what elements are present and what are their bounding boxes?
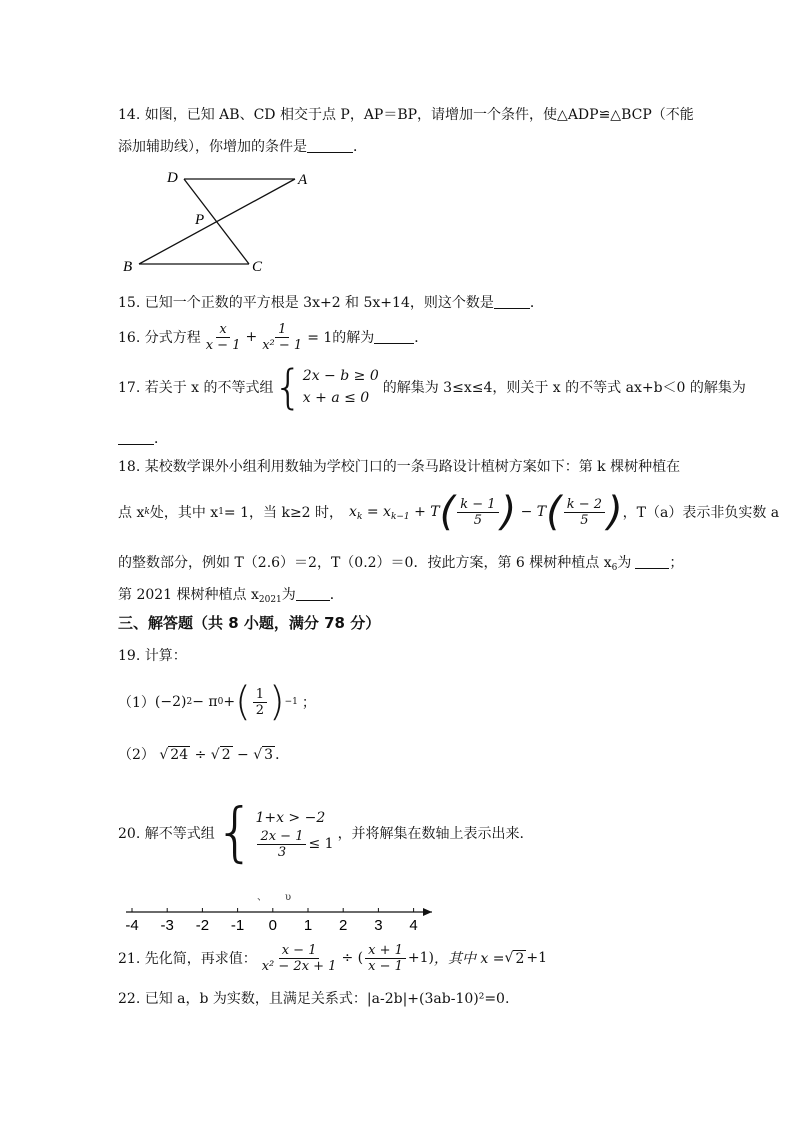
q18-fminusT: − T (516, 504, 547, 520)
tick-label: -2 (195, 917, 210, 934)
q19-p1a-exp: 2 (186, 697, 193, 707)
q18-frac1-num: k − 1 (457, 497, 498, 513)
q16 (118, 318, 428, 356)
paren: ( (439, 489, 456, 535)
q20-prefix: 20. 解不等式组 (118, 826, 215, 842)
q18-line2 (118, 490, 779, 534)
q21-div: ÷ ( (341, 950, 364, 966)
q18-l2e: = 1，当 k≥2 时， (223, 505, 344, 521)
q21-plus: +1) (407, 950, 434, 966)
q18-l3end: ； (669, 555, 684, 571)
q18-l4b: 为 (281, 587, 296, 603)
arrow-icon (423, 908, 432, 916)
section-heading: 三、解答题（共 8 小题，满分 78 分） (118, 614, 381, 632)
q21 (118, 938, 547, 978)
q16-frac2-den: x² − 1 (262, 337, 303, 353)
q22: 22. 已知 a，b 为实数，且满足关系式：|a-2b|+(3ab-10)²=0. (118, 991, 510, 1007)
q19-p1-label: （1） (118, 695, 155, 711)
stray-mark: υ (285, 892, 292, 903)
q18-line4 (118, 584, 344, 605)
q21-frac1 (259, 943, 340, 974)
q16-end: ． (414, 330, 429, 346)
q19-part1 (118, 680, 316, 724)
q16-suffix: = 1的解为 (307, 330, 375, 346)
q18-frac2-den: 5 (580, 512, 589, 528)
label-p: P (195, 212, 205, 228)
q17-end: ． (154, 431, 168, 447)
sqrt-sign: √ (159, 747, 169, 763)
q16-prefix: 16. 分式方程 (118, 330, 201, 346)
q19-p2-end: ． (275, 747, 290, 763)
q19-p1-end: ； (301, 695, 316, 711)
q20-row1: 1+x > −2 (255, 809, 326, 826)
q18-fx: x (349, 504, 357, 520)
q21-frac2-num: x + 1 (365, 943, 406, 959)
tick-label: -3 (160, 917, 174, 934)
q21-frac2 (365, 943, 406, 974)
q15 (118, 292, 544, 312)
q20-frac-num: 2x − 1 (257, 829, 306, 845)
tick-label: -4 (125, 917, 139, 934)
segment-dc (184, 179, 249, 264)
answer-blank (494, 296, 530, 309)
paren: ( (235, 679, 251, 725)
q15-end: ． (529, 295, 544, 311)
number-line (118, 888, 438, 934)
q19-sqrt24: 24 (170, 747, 189, 763)
q19-frac-num: 1 (253, 687, 267, 703)
q17-suffix: 的解集为 3≤x≤4，则关于 x 的不等式 ax+b＜0 的解集为 (382, 380, 746, 396)
q16-frac1-num: x (216, 322, 229, 338)
q21-frac2-den: x − 1 (368, 958, 403, 974)
q18-l3sub: 6 (611, 563, 618, 573)
tick-label: 4 (409, 917, 418, 934)
label-c: C (252, 259, 263, 275)
q21-sqrt: 2 (515, 950, 525, 967)
q18-l2f: ，T（a）表示非负实数 a (622, 505, 780, 521)
answer-blank (118, 432, 154, 445)
q21-tail: +1 (526, 950, 547, 966)
q20 (118, 796, 525, 870)
q19-p1b: − π (192, 694, 218, 710)
q18-frac1-den: 5 (473, 512, 483, 528)
q17-row1: 2x − b ≥ 0 (302, 368, 379, 384)
q18-l2c: 处，其中 x (149, 505, 219, 521)
q18-line4-text: 第 2021 棵树种植点 x (118, 587, 259, 603)
paren: ) (500, 489, 517, 535)
q18-line1: 18. 某校数学课外小组利用数轴为学校门口的一条马路设计植树方案如下：第 k 棵树种植在 (118, 459, 681, 475)
q18-frac2 (564, 497, 605, 528)
q16-frac1-den: x − 1 (205, 337, 241, 353)
q19-p2-op: ÷ (190, 747, 211, 763)
q14-line2-text: 添加辅助线），你增加的条件是 (118, 139, 307, 155)
q18-l4end: ． (329, 587, 344, 603)
paren: ) (268, 679, 285, 725)
sqrt-sign: √ (253, 747, 263, 763)
q19-frac-den: 2 (255, 702, 264, 718)
q18-frac1 (457, 497, 498, 528)
q18-formula (349, 489, 623, 535)
q14-figure (115, 163, 320, 278)
q16-frac2 (259, 322, 305, 353)
q19-p2-label: （2） (118, 747, 155, 763)
answer-blank (307, 140, 353, 153)
label-d: D (167, 170, 178, 186)
answer-blank (296, 588, 330, 601)
q19-p1b-exp: 0 (217, 697, 224, 707)
tick-label: -1 (230, 917, 245, 934)
left-brace: { (273, 360, 303, 414)
q16-frac1 (203, 322, 244, 353)
q14-line1: 14. 如图，已知 AB、CD 相交于点 P，AP＝BP，请增加一个条件，使△ADP≌△BCP（不能 (118, 107, 694, 123)
q19-p2-minus: − (232, 747, 254, 763)
q16-plus: + (245, 329, 258, 345)
q20-row2-rel: ≤ 1 (308, 836, 334, 852)
q17-prefix: 17. 若关于 x 的不等式组 (118, 380, 274, 396)
paren: ) (607, 489, 623, 535)
q19-sqrt2: 2 (221, 747, 231, 763)
q20-frac-den: 3 (277, 844, 287, 860)
q18-line3-text: 的整数部分，例如 T（2.6）＝2，T（0.2）＝0．按此方案，第 6 棵树种植点 x (118, 555, 612, 571)
q14-line2 (118, 136, 367, 156)
answer-blank (374, 331, 414, 344)
sqrt-sign: √ (210, 747, 220, 763)
q15-text: 15. 已知一个正数的平方根是 3x+2 和 5x+14，则这个数是 (118, 295, 494, 311)
tick-label: 0 (268, 917, 277, 934)
q19-frac (253, 687, 267, 718)
q19-p1-exp: −1 (284, 697, 298, 707)
q18-fplusT: + T (409, 504, 440, 520)
sqrt-sign: √ (504, 950, 514, 966)
q17-system (303, 365, 379, 409)
label-b: B (123, 259, 133, 275)
q18-l2a: 点 x (118, 505, 145, 521)
q17 (118, 362, 746, 412)
q18-line3 (118, 552, 683, 573)
q14-end: ． (353, 139, 367, 155)
stray-mark: 、 (257, 892, 267, 903)
tick-label: 1 (303, 917, 313, 934)
q19-title: 19. 计算： (118, 648, 187, 664)
q21-suffix: ，其中 x = (433, 951, 505, 967)
q20-system (255, 807, 333, 860)
q20-suffix: ，并将解集在数轴上表示出来. (337, 826, 525, 842)
q17-answer-line (118, 428, 168, 448)
q18-l3b: 为 (617, 555, 632, 571)
left-brace: { (214, 796, 256, 870)
q21-frac1-den: x² − 2x + 1 (261, 958, 337, 974)
tick-label: 2 (339, 917, 348, 934)
q17-row2: x + a ≤ 0 (302, 390, 370, 406)
q21-frac1-num: x − 1 (279, 943, 320, 959)
q19-part2 (118, 744, 289, 764)
q20-row2 (255, 829, 333, 860)
q18-l4sub: 2021 (258, 595, 282, 605)
q19-p1a: (−2) (154, 694, 187, 710)
q18-fk1: k−1 (390, 512, 410, 522)
label-a: A (298, 172, 308, 188)
q18-frac2-num: k − 2 (564, 497, 605, 513)
q18-fk: k (356, 512, 363, 522)
tick-label: 3 (374, 917, 383, 934)
q19-p1c: + (223, 694, 236, 710)
q18-l2d: 1 (218, 507, 224, 517)
q19-sqrt3: 3 (264, 747, 274, 763)
q18-feq: = x (362, 504, 391, 520)
q18-l2b: k (144, 507, 150, 517)
paren: ( (546, 489, 562, 535)
q16-frac2-num: 1 (275, 322, 289, 338)
q21-prefix: 21. 先化简，再求值： (118, 951, 257, 967)
q20-frac (257, 829, 306, 860)
answer-blank (635, 556, 669, 569)
